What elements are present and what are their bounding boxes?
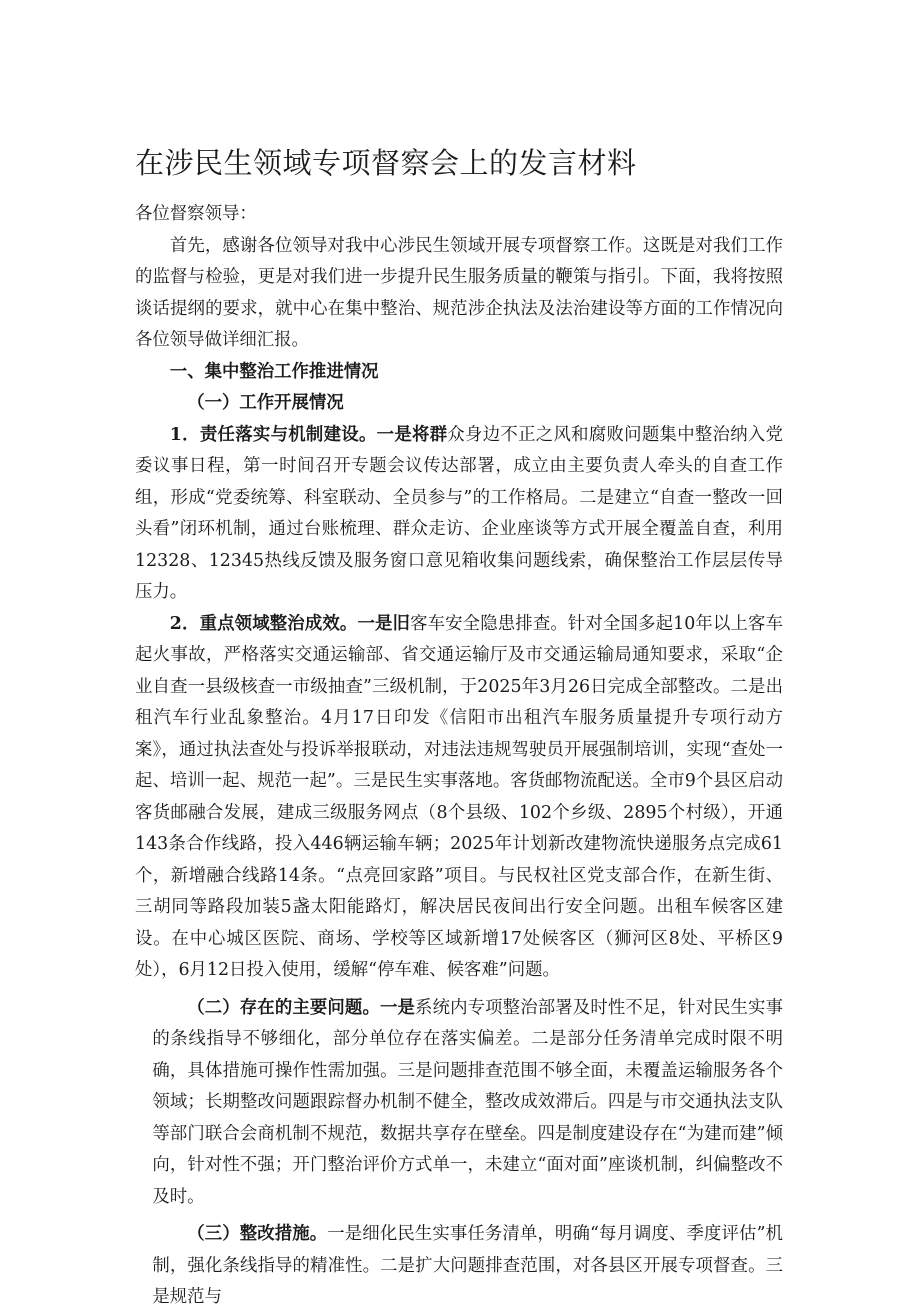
item2-lead: 2．重点领域整治成效。一是旧: [169, 613, 411, 634]
section1-heading: 一、集中整治工作推进情况: [169, 361, 379, 382]
item1-lead: 1．责任落实与机制建设。一是将群: [169, 424, 448, 445]
document-title: 在涉民生领域专项督察会上的发言材料: [135, 146, 637, 180]
sub3-paragraph: [135, 1219, 783, 1314]
item2-text: 客车安全隐患排查。针对全国多起10年以上客车起火事故，严格落实交通运输部、省交通运输厅及市交通运输局通知要求，采取“企业自查一县级核查一市级抽查”三级机制，于2025年3月26日完成全部整改。二是出租汽车行业乱象整治。4月17日印发《信阳市出租汽车服务质量提升专项行动方案》，通过执法查处与投诉举报联动，对违法违规驾驶员开展强制培训，实现“查处一起、培训一起、规范一起”。三是民生实事落地。客货邮物流配送。全市9个县区启动客货邮融合发展，建成三级服务网点（8个县级、102个乡级、2895个村级），开通143条合作线路，投入446辆运输车辆；2025年计划新改建物流快递服务点完成61个，新增融合线路14条。“点亮回家路”项目。与民权社区党支部合作，在新生街、三胡同等路段加装5盏太阳能路灯，解决居民夜间出行安全问题。出租车候客区建设。在中心城区医院、商场、学校等区域新增17处候客区（狮河区8处、平桥区9处），6月12日投入使用，缓解“停车难、候客难”问题。: [135, 613, 783, 980]
intro-paragraph: 首先，感谢各位领导对我中心涉民生领域开展专项督察工作。这既是对我们工作的监督与检验，更是对我们进一步提升民生服务质量的鞭策与指引。下面，我将按照谈话提纲的要求，就中心在集中整治、规范涉企执法及法治建设等方面的工作情况向各位领导做详细汇报。: [135, 235, 783, 350]
item2-paragraph: [135, 609, 783, 987]
item1-paragraph: [135, 420, 783, 609]
sub2-text: 系统内专项整治部署及时性不足，针对民生实事的条线指导不够细化，部分单位存在落实偏差。二是部分任务清单完成时限不明确，具体措施可操作性需加强。三是问题排查范围不够全面，未覆盖运输服务各个领域；长期整改问题跟踪督办机制不健全，整改成效滞后。四是与市交通执法支队等部门联合会商机制不规范，数据共享存在壁垒。四是制度建设存在“为建而建”倾向，针对性不强；开门整治评价方式单一，未建立“面对面”座谈机制，纠偏整改不及时。: [152, 997, 783, 1207]
sub2-lead: （二）存在的主要问题。一是: [187, 997, 416, 1018]
sub2-paragraph: [135, 993, 783, 1214]
salutation: 各位督察领导：: [135, 204, 257, 224]
item1-text: 众身边不正之风和腐败问题集中整治纳入党委议事日程，第一时间召开专题会议传达部署，成立由主要负责人牵头的自查工作组，形成“党委统筹、科室联动、全员参与”的工作格局。二是建立“自查一整改一回头看”闭环机制，通过台账梳理、群众走访、企业座谈等方式开展全覆盖自查，利用12328、12345热线反馈及服务窗口意见箱收集问题线索，确保整治工作层层传导压力。: [135, 424, 783, 602]
sub3-text: 一是细化民生实事任务清单，明确“每月调度、季度评估”机制，强化条线指导的精准性。二是扩大问题排查范围，对各县区开展专项督查。三是规范与: [152, 1224, 783, 1307]
sub1-heading: （一）工作开展情况: [187, 393, 344, 413]
sub3-lead: （三）整改措施。: [187, 1224, 328, 1244]
document-body: [135, 199, 783, 1314]
